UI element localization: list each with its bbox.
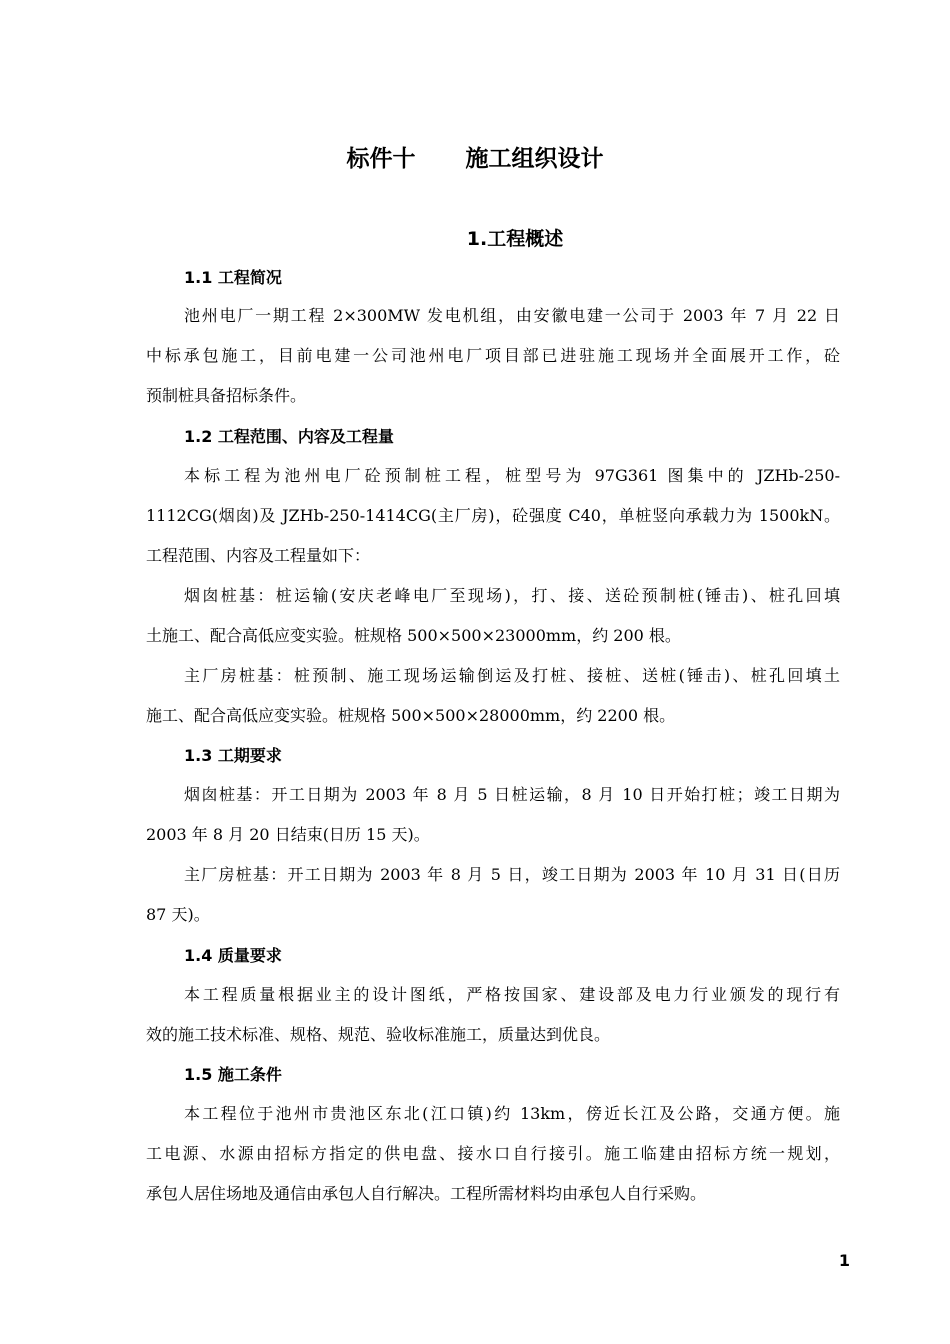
- section-heading-1-2: 1.2 工程范围、内容及工程量: [184, 427, 394, 446]
- section-heading-1-5: 1.5 施工条件: [184, 1065, 282, 1084]
- section-heading-1-4: 1.4 质量要求: [184, 946, 282, 965]
- title-right: 施工组织设计: [465, 146, 604, 172]
- document-title: [0, 142, 950, 176]
- paragraph-line: 本工程质量根据业主的设计图纸，严格按国家、建设部及电力行业颁发的现行有: [184, 985, 840, 1004]
- paragraph-line: 预制桩具备招标条件。: [146, 386, 307, 405]
- paragraph-line: 1112CG(烟囱)及 JZHb-250-1414CG(主厂房)，砼强度 C40，单桩竖向承载力为 1500kN。: [146, 506, 840, 525]
- paragraph-line: 主厂房桩基：开工日期为 2003 年 8 月 5 日，竣工日期为 2003 年 10 月 31 日(日历: [184, 865, 840, 884]
- paragraph-line: 2003 年 8 月 20 日结束(日历 15 天)。: [146, 825, 430, 844]
- paragraph-line: 效的施工技术标准、规格、规范、验收标准施工，质量达到优良。: [146, 1025, 611, 1044]
- paragraph-line: 施工、配合高低应变实验。桩规格 500×500×28000mm，约 2200 根。: [146, 706, 676, 725]
- paragraph-line: 承包人居住场地及通信由承包人自行解决。工程所需材料均由承包人自行采购。: [146, 1184, 707, 1203]
- paragraph-line: 中标承包施工，目前电建一公司池州电厂项目部已进驻施工现场并全面展开工作，砼: [146, 346, 840, 365]
- paragraph-line: 本工程位于池州市贵池区东北(江口镇)约 13km，傍近长江及公路，交通方便。施: [184, 1104, 840, 1123]
- paragraph-line: 主厂房桩基：桩预制、施工现场运输倒运及打桩、接桩、送桩(锤击)、桩孔回填土: [184, 666, 840, 685]
- chapter-title: 1.工程概述: [466, 228, 564, 250]
- section-heading-1-1: 1.1 工程简况: [184, 268, 282, 287]
- page-number: 1: [838, 1251, 850, 1270]
- paragraph-line: 工程范围、内容及工程量如下：: [146, 546, 371, 565]
- paragraph-line: 烟囱桩基：桩运输(安庆老峰电厂至现场)，打、接、送砼预制桩(锤击)、桩孔回填: [184, 586, 840, 605]
- title-left: 标件十: [346, 146, 416, 172]
- paragraph-line: 土施工、配合高低应变实验。桩规格 500×500×23000mm，约 200 根。: [146, 626, 681, 645]
- paragraph-line: 87 天)。: [146, 905, 210, 924]
- paragraph-line: 本标工程为池州电厂砼预制桩工程，桩型号为 97G361 图集中的 JZHb-250-: [184, 466, 840, 485]
- paragraph-line: 烟囱桩基：开工日期为 2003 年 8 月 5 日桩运输，8 月 10 日开始打桩；竣工日期为: [184, 785, 840, 804]
- paragraph-line: 池州电厂一期工程 2×300MW 发电机组，由安徽电建一公司于 2003 年 7 月 22 日: [184, 306, 840, 325]
- section-heading-1-3: 1.3 工期要求: [184, 746, 282, 765]
- paragraph-line: 工电源、水源由招标方指定的供电盘、接水口自行接引。施工临建由招标方统一规划，: [146, 1144, 840, 1163]
